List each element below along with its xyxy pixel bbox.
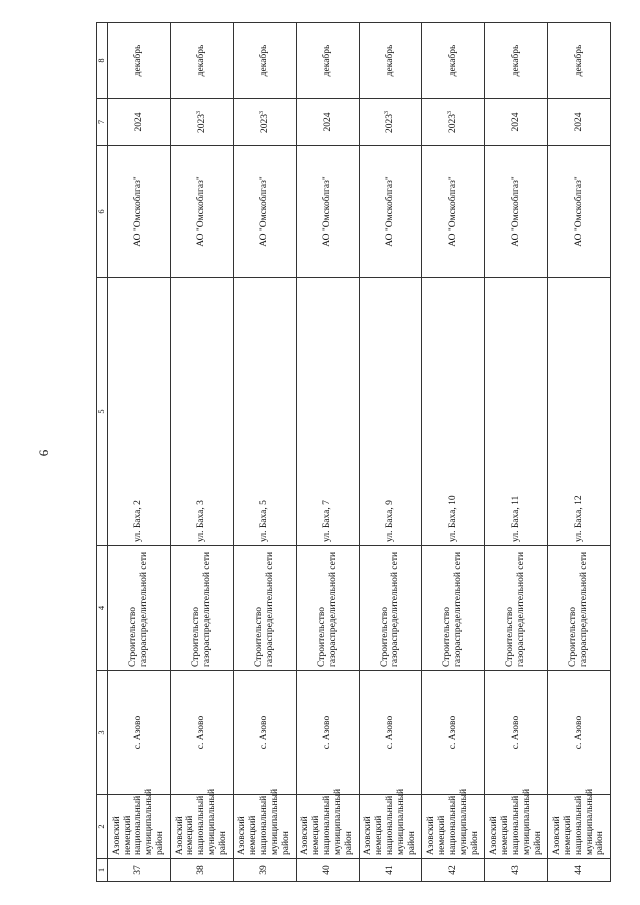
month-cell: декабрь bbox=[296, 23, 359, 99]
year-cell bbox=[233, 99, 296, 146]
year-cell bbox=[170, 99, 233, 146]
address-cell: ул. Баха, 12 bbox=[548, 278, 611, 546]
table-row bbox=[170, 23, 233, 882]
header-col-1: 1 bbox=[97, 859, 108, 882]
address-cell: ул. Баха, 3 bbox=[170, 278, 233, 546]
year-value: 2023 bbox=[448, 114, 459, 133]
table-row bbox=[233, 23, 296, 882]
header-col-5: 5 bbox=[97, 278, 108, 546]
object-cell: Строительство газораспределительной сети bbox=[548, 546, 611, 671]
year-footnote: 3 bbox=[195, 111, 202, 114]
table-stage bbox=[96, 23, 611, 882]
month-cell: декабрь bbox=[422, 23, 485, 99]
month-cell: декабрь bbox=[233, 23, 296, 99]
data-table bbox=[96, 22, 611, 882]
year-cell bbox=[548, 99, 611, 146]
year-value: 2023 bbox=[385, 114, 396, 133]
object-cell: Строительство газораспределительной сети bbox=[485, 546, 548, 671]
address-cell: ул. Баха, 10 bbox=[422, 278, 485, 546]
month-cell: декабрь bbox=[170, 23, 233, 99]
row-number: 41 bbox=[359, 859, 422, 882]
settlement-cell: с. Азово bbox=[548, 671, 611, 795]
settlement-cell: с. Азово bbox=[485, 671, 548, 795]
table-row bbox=[548, 23, 611, 882]
settlement-cell: с. Азово bbox=[108, 671, 171, 795]
year-value: 2023 bbox=[196, 114, 207, 133]
row-number: 37 bbox=[108, 859, 171, 882]
year-cell bbox=[485, 99, 548, 146]
table-row bbox=[359, 23, 422, 882]
month-cell: декабрь bbox=[359, 23, 422, 99]
row-number: 40 bbox=[296, 859, 359, 882]
settlement-cell: с. Азово bbox=[233, 671, 296, 795]
district-cell: Азовский немецкий национальный муниципальный район bbox=[108, 795, 171, 859]
year-footnote: 3 bbox=[447, 111, 454, 114]
row-number: 43 bbox=[485, 859, 548, 882]
organization-cell: АО "Омскоблгаз" bbox=[422, 146, 485, 278]
organization-cell: АО "Омскоблгаз" bbox=[170, 146, 233, 278]
header-col-4: 4 bbox=[97, 546, 108, 671]
organization-cell: АО "Омскоблгаз" bbox=[296, 146, 359, 278]
district-cell: Азовский немецкий национальный муниципальный район bbox=[422, 795, 485, 859]
settlement-cell: с. Азово bbox=[296, 671, 359, 795]
year-value: 2024 bbox=[511, 112, 522, 132]
address-cell: ул. Баха, 9 bbox=[359, 278, 422, 546]
organization-cell: АО "Омскоблгаз" bbox=[548, 146, 611, 278]
page-number: 6 bbox=[36, 449, 51, 457]
address-cell: ул. Баха, 11 bbox=[485, 278, 548, 546]
district-cell: Азовский немецкий национальный муниципальный район bbox=[485, 795, 548, 859]
object-cell: Строительство газораспределительной сети bbox=[108, 546, 171, 671]
object-cell: Строительство газораспределительной сети bbox=[296, 546, 359, 671]
district-cell: Азовский немецкий национальный муниципальный район bbox=[170, 795, 233, 859]
address-cell: ул. Баха, 5 bbox=[233, 278, 296, 546]
month-cell: декабрь bbox=[485, 23, 548, 99]
district-cell: Азовский немецкий национальный муниципальный район bbox=[548, 795, 611, 859]
organization-cell: АО "Омскоблгаз" bbox=[485, 146, 548, 278]
rotated-table-wrapper bbox=[96, 23, 611, 882]
table-body bbox=[108, 23, 611, 882]
address-cell: ул. Баха, 2 bbox=[108, 278, 171, 546]
year-value: 2024 bbox=[574, 112, 585, 132]
row-number: 38 bbox=[170, 859, 233, 882]
month-cell: декабрь bbox=[548, 23, 611, 99]
table-row bbox=[485, 23, 548, 882]
year-footnote: 3 bbox=[384, 111, 391, 114]
row-number: 44 bbox=[548, 859, 611, 882]
year-cell bbox=[108, 99, 171, 146]
year-cell bbox=[296, 99, 359, 146]
header-col-7: 7 bbox=[97, 99, 108, 146]
address-cell: ул. Баха, 7 bbox=[296, 278, 359, 546]
year-value: 2024 bbox=[134, 112, 145, 132]
year-footnote: 3 bbox=[258, 111, 265, 114]
header-col-3: 3 bbox=[97, 671, 108, 795]
organization-cell: АО "Омскоблгаз" bbox=[108, 146, 171, 278]
settlement-cell: с. Азово bbox=[422, 671, 485, 795]
year-cell bbox=[359, 99, 422, 146]
settlement-cell: с. Азово bbox=[359, 671, 422, 795]
row-number: 42 bbox=[422, 859, 485, 882]
organization-cell: АО "Омскоблгаз" bbox=[359, 146, 422, 278]
district-cell: Азовский немецкий национальный муниципальный район bbox=[359, 795, 422, 859]
table-row bbox=[108, 23, 171, 882]
header-col-8: 8 bbox=[97, 23, 108, 99]
year-value: 2023 bbox=[259, 114, 270, 133]
header-number-row bbox=[97, 23, 108, 882]
object-cell: Строительство газораспределительной сети bbox=[170, 546, 233, 671]
object-cell: Строительство газораспределительной сети bbox=[359, 546, 422, 671]
table-row bbox=[296, 23, 359, 882]
district-cell: Азовский немецкий национальный муниципальный район bbox=[296, 795, 359, 859]
object-cell: Строительство газораспределительной сети bbox=[233, 546, 296, 671]
year-cell bbox=[422, 99, 485, 146]
table-row bbox=[422, 23, 485, 882]
month-cell: декабрь bbox=[108, 23, 171, 99]
row-number: 39 bbox=[233, 859, 296, 882]
header-col-6: 6 bbox=[97, 146, 108, 278]
district-cell: Азовский немецкий национальный муниципальный район bbox=[233, 795, 296, 859]
year-value: 2024 bbox=[322, 112, 333, 132]
settlement-cell: с. Азово bbox=[170, 671, 233, 795]
organization-cell: АО "Омскоблгаз" bbox=[233, 146, 296, 278]
header-col-2: 2 bbox=[97, 795, 108, 859]
object-cell: Строительство газораспределительной сети bbox=[422, 546, 485, 671]
